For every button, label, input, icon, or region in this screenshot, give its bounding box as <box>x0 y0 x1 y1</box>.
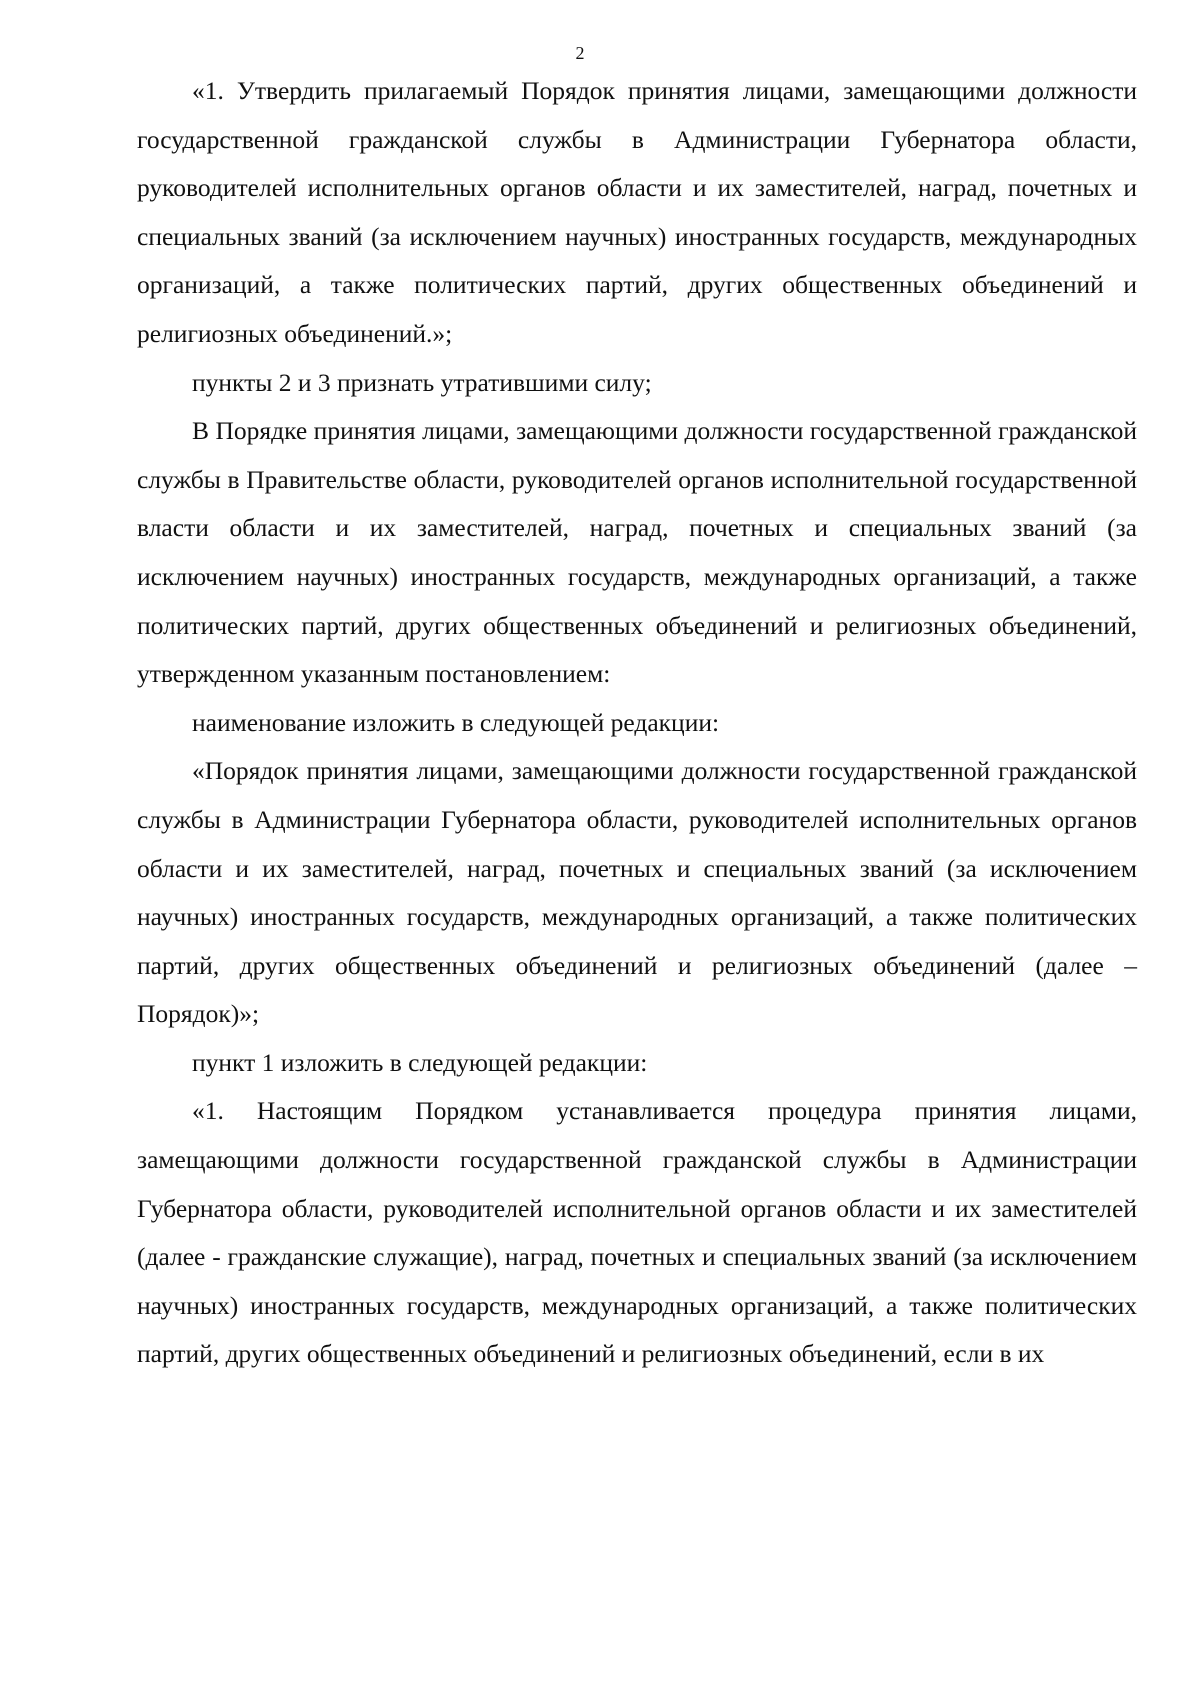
paragraph-title-new-edition: наименование изложить в следующей редакции: <box>192 707 720 737</box>
document-body <box>137 67 1137 1379</box>
paragraph-new-title: «Порядок принятия лицами, замещающими должности государственной гражданской службы в Администрации Губернатора области, руководителей исполнительных органов области и их заместителей, наград, почетных и специальных званий (за исключением научных) иностранных государств, международных организаций, а также политических партий, других общественных объединений и религиозных объединений (далее – Порядок)»; <box>137 756 1137 1029</box>
paragraph-point-1-new-edition: пункт 1 изложить в следующей редакции: <box>192 1047 648 1077</box>
paragraph-new-point-1: «1. Настоящим Порядком устанавливается процедура принятия лицами, замещающими должности государственной гражданской службы в Администрации Губернатора области, руководителей исполнительной органов области и их заместителей (далее - гражданские служащие), наград, почетных и специальных званий (за исключением научных) иностранных государств, международных организаций, а также политических партий, других общественных объединений и религиозных объединений, если в их <box>137 1096 1137 1369</box>
paragraph-approve-order: «1. Утвердить прилагаемый Порядок принятия лицами, замещающими должности государственной гражданской службы в Администрации Губернатора области, руководителей исполнительных органов области и их заместителей, наград, почетных и специальных званий (за исключением научных) иностранных государств, международных организаций, а также политических партий, других общественных объединений и религиозных объединений.»; <box>137 76 1137 348</box>
page-number: 2 <box>575 43 585 63</box>
paragraph-points-2-3-invalid: пункты 2 и 3 признать утратившими силу; <box>192 367 652 397</box>
paragraph-order-amendments-intro: В Порядке принятия лицами, замещающими должности государственной гражданской службы в Правительстве области, руководителей органов исполнительной государственной власти области и их заместителей, наград, почетных и специальных званий (за исключением научных) иностранных государств, международных организаций, а также политических партий, других общественных объединений и религиозных объединений, утвержденном указанным постановлением: <box>137 416 1137 689</box>
